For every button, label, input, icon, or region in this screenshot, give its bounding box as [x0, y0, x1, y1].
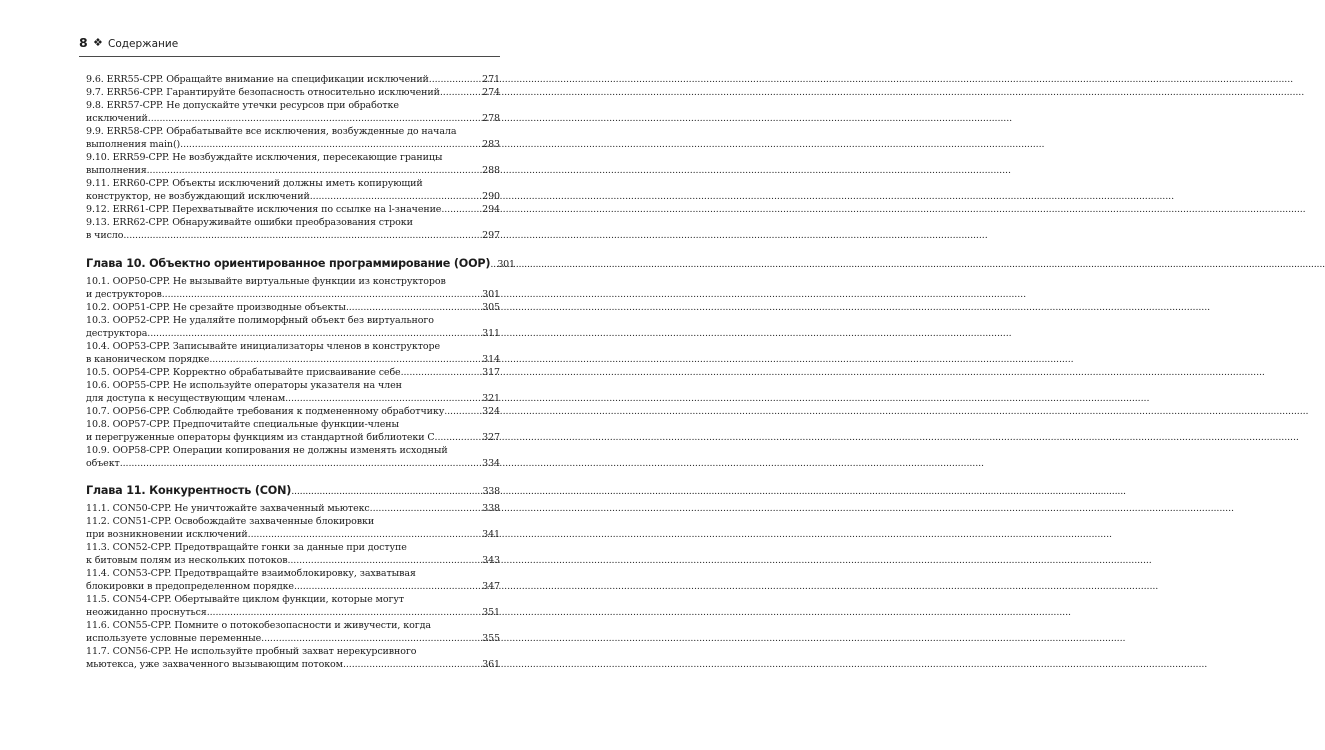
toc-page-number: 288: [482, 165, 500, 176]
toc-page-number: 324: [482, 406, 500, 417]
chapter-11-entries: [86, 502, 500, 671]
toc-entry[interactable]: [86, 619, 500, 645]
leader-dots: [444, 405, 481, 418]
toc-entry[interactable]: [86, 541, 500, 567]
leader-dots: [147, 164, 482, 177]
toc-entry-text: используете условные переменные: [86, 633, 262, 644]
toc-page-number: 301: [482, 289, 500, 300]
toc-entry-line: [86, 658, 500, 671]
toc-entry[interactable]: [86, 99, 500, 125]
toc-entry-text: выполнения: [86, 165, 147, 176]
toc-entry-text: 11.3. CON52-CPP. Предотвращайте гонки за данные при доступе: [86, 542, 407, 553]
leader-dots: [291, 484, 481, 500]
toc-entry[interactable]: [86, 314, 500, 340]
chapter-page-number: 338: [482, 486, 500, 497]
toc-entry-line: [86, 645, 500, 658]
toc-page-number: 347: [482, 581, 500, 592]
toc-entry[interactable]: [86, 379, 500, 405]
leader-dots: [209, 353, 481, 366]
toc-entry[interactable]: [86, 73, 500, 86]
leader-dots: [207, 606, 481, 619]
toc-page-number: 271: [482, 74, 500, 85]
toc-entry-line: [86, 619, 500, 632]
toc-entry-line: [86, 457, 500, 470]
toc-page-number: 321: [482, 393, 500, 404]
leader-dots: [310, 190, 481, 203]
toc-entry-text: 9.12. ERR61-CPP. Перехватывайте исключения по ссылке на l-значение: [86, 204, 442, 215]
toc-entry-text: 9.13. ERR62-CPP. Обнаруживайте ошибки преобразования строки: [86, 217, 413, 228]
toc-page-number: 317: [482, 367, 500, 378]
toc-page-number: 314: [482, 354, 500, 365]
toc-page-number: 305: [482, 302, 500, 313]
leader-dots: [285, 392, 481, 405]
leader-dots: [440, 86, 481, 99]
chapter-10-entries: [86, 275, 500, 470]
section-9-entries: [86, 73, 500, 242]
toc-entry-text: объект: [86, 458, 120, 469]
toc-page-number: 334: [482, 458, 500, 469]
toc-entry-line: [86, 86, 500, 99]
toc-entry-text: 10.6. OOP55-CPP. Не используйте операторы указателя на член: [86, 380, 402, 391]
toc-entry[interactable]: [86, 567, 500, 593]
toc-page-number: 361: [482, 659, 500, 670]
toc-entry-line: [86, 203, 500, 216]
toc-entry[interactable]: [86, 125, 500, 151]
toc-entry-text: 11.5. CON54-CPP. Обертывайте циклом функции, которые могут: [86, 594, 404, 605]
toc-entry-line: [86, 379, 500, 392]
toc-entry-text: 11.1. CON50-CPP. Не уничтожайте захваченный мьютекс: [86, 503, 370, 514]
toc-entry-text: в каноническом порядке: [86, 354, 210, 365]
toc-entry[interactable]: [86, 301, 500, 314]
toc-entry[interactable]: [86, 177, 500, 203]
toc-entry-line: [86, 567, 500, 580]
toc-entry[interactable]: [86, 593, 500, 619]
toc-entry-line: [86, 515, 500, 528]
toc-entry[interactable]: [86, 151, 500, 177]
toc-entry[interactable]: [86, 444, 500, 470]
toc-entry-text: 10.2. OOP51-CPP. Не срезайте производные объекты: [86, 302, 346, 313]
toc-entry-text: 11.4. CON53-CPP. Предотвращайте взаимоблокировку, захватывая: [86, 568, 416, 579]
toc-entry-line: [86, 288, 500, 301]
leader-dots: [147, 327, 481, 340]
leader-dots: [123, 229, 481, 242]
toc-entry-text: 10.1. OOP50-CPP. Не вызывайте виртуальные функции из конструкторов: [86, 276, 446, 287]
toc-page-number: 338: [482, 503, 500, 514]
leader-dots: [120, 457, 481, 470]
toc-entry-text: исключений: [86, 113, 148, 124]
running-header: [79, 34, 500, 57]
toc-entry-line: [86, 177, 500, 190]
toc-page-number: 290: [482, 191, 500, 202]
toc-page-number: 355: [482, 633, 500, 644]
toc-entry-line: [86, 125, 500, 138]
toc-entry-text: 10.8. OOP57-CPP. Предпочитайте специальные функции-члены: [86, 419, 399, 430]
leader-dots: [148, 112, 481, 125]
toc-entry-line: [86, 405, 500, 418]
chapter-10-heading[interactable]: [86, 256, 515, 272]
toc-entry-text: конструктор, не возбуждающий исключений: [86, 191, 310, 202]
toc-entry-text: 9.10. ERR59-CPP. Не возбуждайте исключения, пересекающие границы: [86, 152, 443, 163]
toc-entry-text: блокировки в предопределенном порядке: [86, 581, 294, 592]
toc-entry-line: [86, 502, 500, 515]
toc-entry-text: выполнения main(): [86, 139, 181, 150]
toc-entry-line: [86, 528, 500, 541]
toc-entry-text: при возникновении исключений: [86, 529, 248, 540]
toc-page-number: 297: [482, 230, 500, 241]
chapter-title: Глава 10. Объектно ориентированное программирование (OOP): [86, 257, 491, 270]
leader-dots: [346, 301, 481, 314]
toc-entry[interactable]: [86, 86, 500, 99]
leader-dots: [287, 554, 481, 567]
toc-entry-line: [86, 418, 500, 431]
leader-dots: [343, 658, 481, 671]
toc-page-number: 278: [482, 113, 500, 124]
toc-entry-line: [86, 151, 500, 164]
toc-page-number: 351: [482, 607, 500, 618]
toc-entry-line: [86, 229, 500, 242]
toc-entry-text: для доступа к несуществующим членам: [86, 393, 286, 404]
leader-dots: [401, 366, 482, 379]
toc-entry[interactable]: [86, 340, 500, 366]
toc-entry-text: деструктора: [86, 328, 148, 339]
toc-entry-text: 10.7. OOP56-CPP. Соблюдайте требования к подмененному обработчику: [86, 406, 445, 417]
toc-entry-text: к битовым полям из нескольких потоков: [86, 555, 288, 566]
toc-entry-line: [86, 327, 500, 340]
toc-entry-text: 9.8. ERR57-CPP. Не допускайте утечки ресурсов при обработке: [86, 100, 399, 111]
toc-entry-text: 11.2. CON51-CPP. Освобождайте захваченные блокировки: [86, 516, 375, 527]
toc-page-number: 294: [482, 204, 500, 215]
toc-entry-text: мьютекса, уже захваченного вызывающим потоком: [86, 659, 343, 670]
toc-page-number: 341: [482, 529, 500, 540]
page-number: 8: [79, 35, 88, 50]
toc-entry-text: 10.4. OOP53-CPP. Записывайте инициализаторы членов в конструкторе: [86, 341, 441, 352]
running-header-title: Содержание: [108, 38, 179, 50]
toc-page-number: 343: [482, 555, 500, 566]
toc-entry[interactable]: [86, 216, 500, 242]
chapter-page-number: 301: [497, 259, 515, 270]
toc-entry-text: в число: [86, 230, 124, 241]
leader-dots: [162, 288, 481, 301]
table-of-contents: [86, 73, 515, 671]
leader-dots: [248, 528, 482, 541]
chapter-title: Глава 11. Конкурентность (CON): [86, 484, 292, 497]
toc-entry-text: 10.5. OOP54-CPP. Корректно обрабатывайте присваивание себе: [86, 367, 401, 378]
toc-entry-line: [86, 554, 500, 567]
toc-entry-line: [86, 164, 500, 177]
toc-entry-line: [86, 73, 500, 86]
toc-entry-line: [86, 314, 500, 327]
toc-entry-line: [86, 275, 500, 288]
toc-entry[interactable]: [86, 645, 500, 671]
toc-entry-line: [86, 431, 500, 444]
toc-entry-line: [86, 112, 500, 125]
toc-entry-text: 9.6. ERR55-CPP. Обращайте внимание на спецификации исключений: [86, 74, 429, 85]
toc-entry-text: 9.9. ERR58-CPP. Обрабатывайте все исключения, возбужденные до начала: [86, 126, 457, 137]
toc-entry-line: [86, 580, 500, 593]
leader-dots: [435, 431, 482, 444]
leader-dots: [294, 580, 481, 593]
document-page: [0, 0, 600, 750]
toc-entry-line: [86, 353, 500, 366]
toc-entry-line: [86, 301, 500, 314]
toc-entry[interactable]: [86, 405, 500, 418]
toc-entry-line: [86, 340, 500, 353]
toc-entry-line: [86, 216, 500, 229]
toc-entry-line: [86, 606, 500, 619]
toc-entry-line: [86, 541, 500, 554]
toc-entry-text: 10.3. OOP52-CPP. Не удаляйте полиморфный объект без виртуального: [86, 315, 434, 326]
chapter-11-heading[interactable]: [86, 483, 500, 499]
toc-entry-text: 10.9. OOP58-CPP. Операции копирования не должны изменять исходный: [86, 445, 448, 456]
leader-dots: [261, 632, 481, 645]
toc-entry-line: [86, 138, 500, 151]
toc-entry-text: 9.7. ERR56-CPP. Гарантируйте безопасность относительно исключений: [86, 87, 440, 98]
toc-entry-text: и перегруженные операторы функциям из стандартной библиотеки C: [86, 432, 435, 443]
toc-entry[interactable]: [86, 502, 500, 515]
toc-entry-text: 9.11. ERR60-CPP. Объекты исключений должны иметь копирующий: [86, 178, 423, 189]
toc-entry-line: [86, 99, 500, 112]
leader-dots: [180, 138, 481, 151]
toc-entry-text: неожиданно проснуться: [86, 607, 207, 618]
toc-entry-text: 11.7. CON56-CPP. Не используйте пробный захват нерекурсивного: [86, 646, 417, 657]
toc-entry-line: [86, 632, 500, 645]
leader-dots: [441, 203, 481, 216]
toc-entry[interactable]: [86, 203, 500, 216]
toc-entry[interactable]: [86, 515, 500, 541]
toc-entry-text: 11.6. CON55-CPP. Помните о потокобезопасности и живучести, когда: [86, 620, 431, 631]
toc-page-number: 327: [482, 432, 500, 443]
toc-entry[interactable]: [86, 275, 500, 301]
leader-dots: [429, 73, 481, 86]
ornament-icon: ❖: [93, 36, 103, 49]
toc-entry[interactable]: [86, 418, 500, 444]
toc-entry-line: [86, 190, 500, 203]
toc-entry[interactable]: [86, 366, 500, 379]
toc-entry-line: [86, 366, 500, 379]
toc-entry-text: и деструкторов: [86, 289, 162, 300]
toc-entry-line: [86, 593, 500, 606]
toc-page-number: 311: [482, 328, 500, 339]
toc-entry-line: [86, 444, 500, 457]
leader-dots: [370, 502, 481, 515]
toc-entry-line: [86, 392, 500, 405]
toc-page-number: 274: [482, 87, 500, 98]
toc-page-number: 283: [482, 139, 500, 150]
